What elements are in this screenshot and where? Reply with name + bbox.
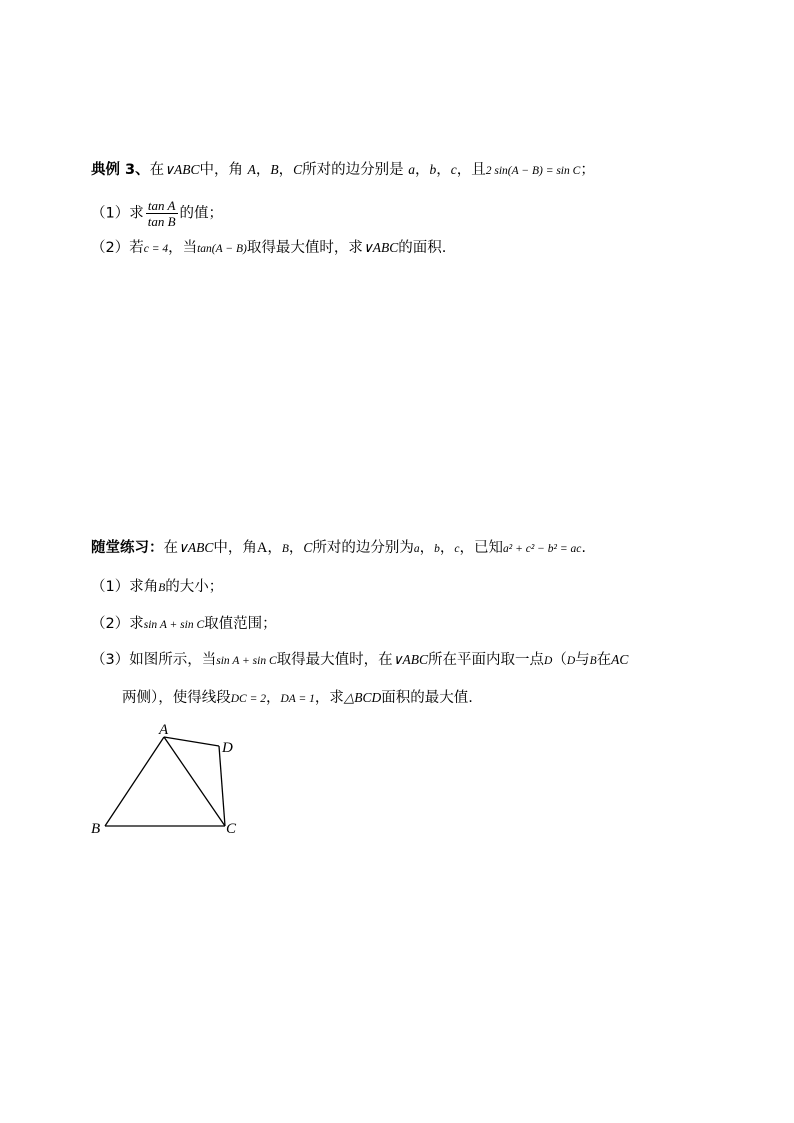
practice-q3-line2: 两侧），使得线段DC = 2，DA = 1，求△BCD面积的最大值.: [122, 690, 473, 706]
example3-label: 典例 3、: [91, 162, 150, 178]
vertex-label-C: C: [226, 821, 237, 837]
practice-q1: （1）求角B的大小；: [91, 579, 224, 595]
practice-statement: 随堂练习：在∨ABC中，角A，B，C所对的边分别为a，b，c，已知a² + c² − b² = ac.: [91, 540, 586, 556]
segment-AD: [164, 737, 219, 746]
example3-part2: （2）若c = 4，当tan(A − B)取得最大值时，求∨ABC的面积.: [91, 240, 447, 256]
quadrilateral-figure: [85, 715, 255, 845]
practice-q2: （2）求sin A + sin C取值范围；: [91, 616, 277, 632]
vertex-label-B: B: [91, 821, 101, 837]
practice-label: 随堂练习：: [91, 540, 164, 556]
practice-q3-line1: （3）如图所示，当sin A + sin C取得最大值时，在∨ABC所在平面内取一点D（D与B在AC: [91, 652, 629, 668]
example3-condition: 2 sin(A − B) = sin C: [485, 165, 581, 177]
vertex-label-D: D: [222, 740, 233, 756]
example3-statement: 典例 3、在∨ABC中，角 A，B，C所对的边分别是 a，b，c，且2 sin(A − B) = sin C；: [91, 162, 595, 178]
example3-part1: （1）求 $\frac{\text{tan A}}{\text{tan B}}$ 的值；: [91, 198, 224, 229]
tan-ratio-fraction: $\frac{\text{tan A}}{\text{tan B}}$: [147, 198, 176, 229]
segment-AB: [105, 737, 164, 826]
segment-DC: [219, 746, 225, 826]
practice-equation: a² + c² − b² = ac: [503, 543, 582, 555]
vertex-label-A: A: [159, 722, 169, 738]
segment-AC: [164, 737, 225, 826]
